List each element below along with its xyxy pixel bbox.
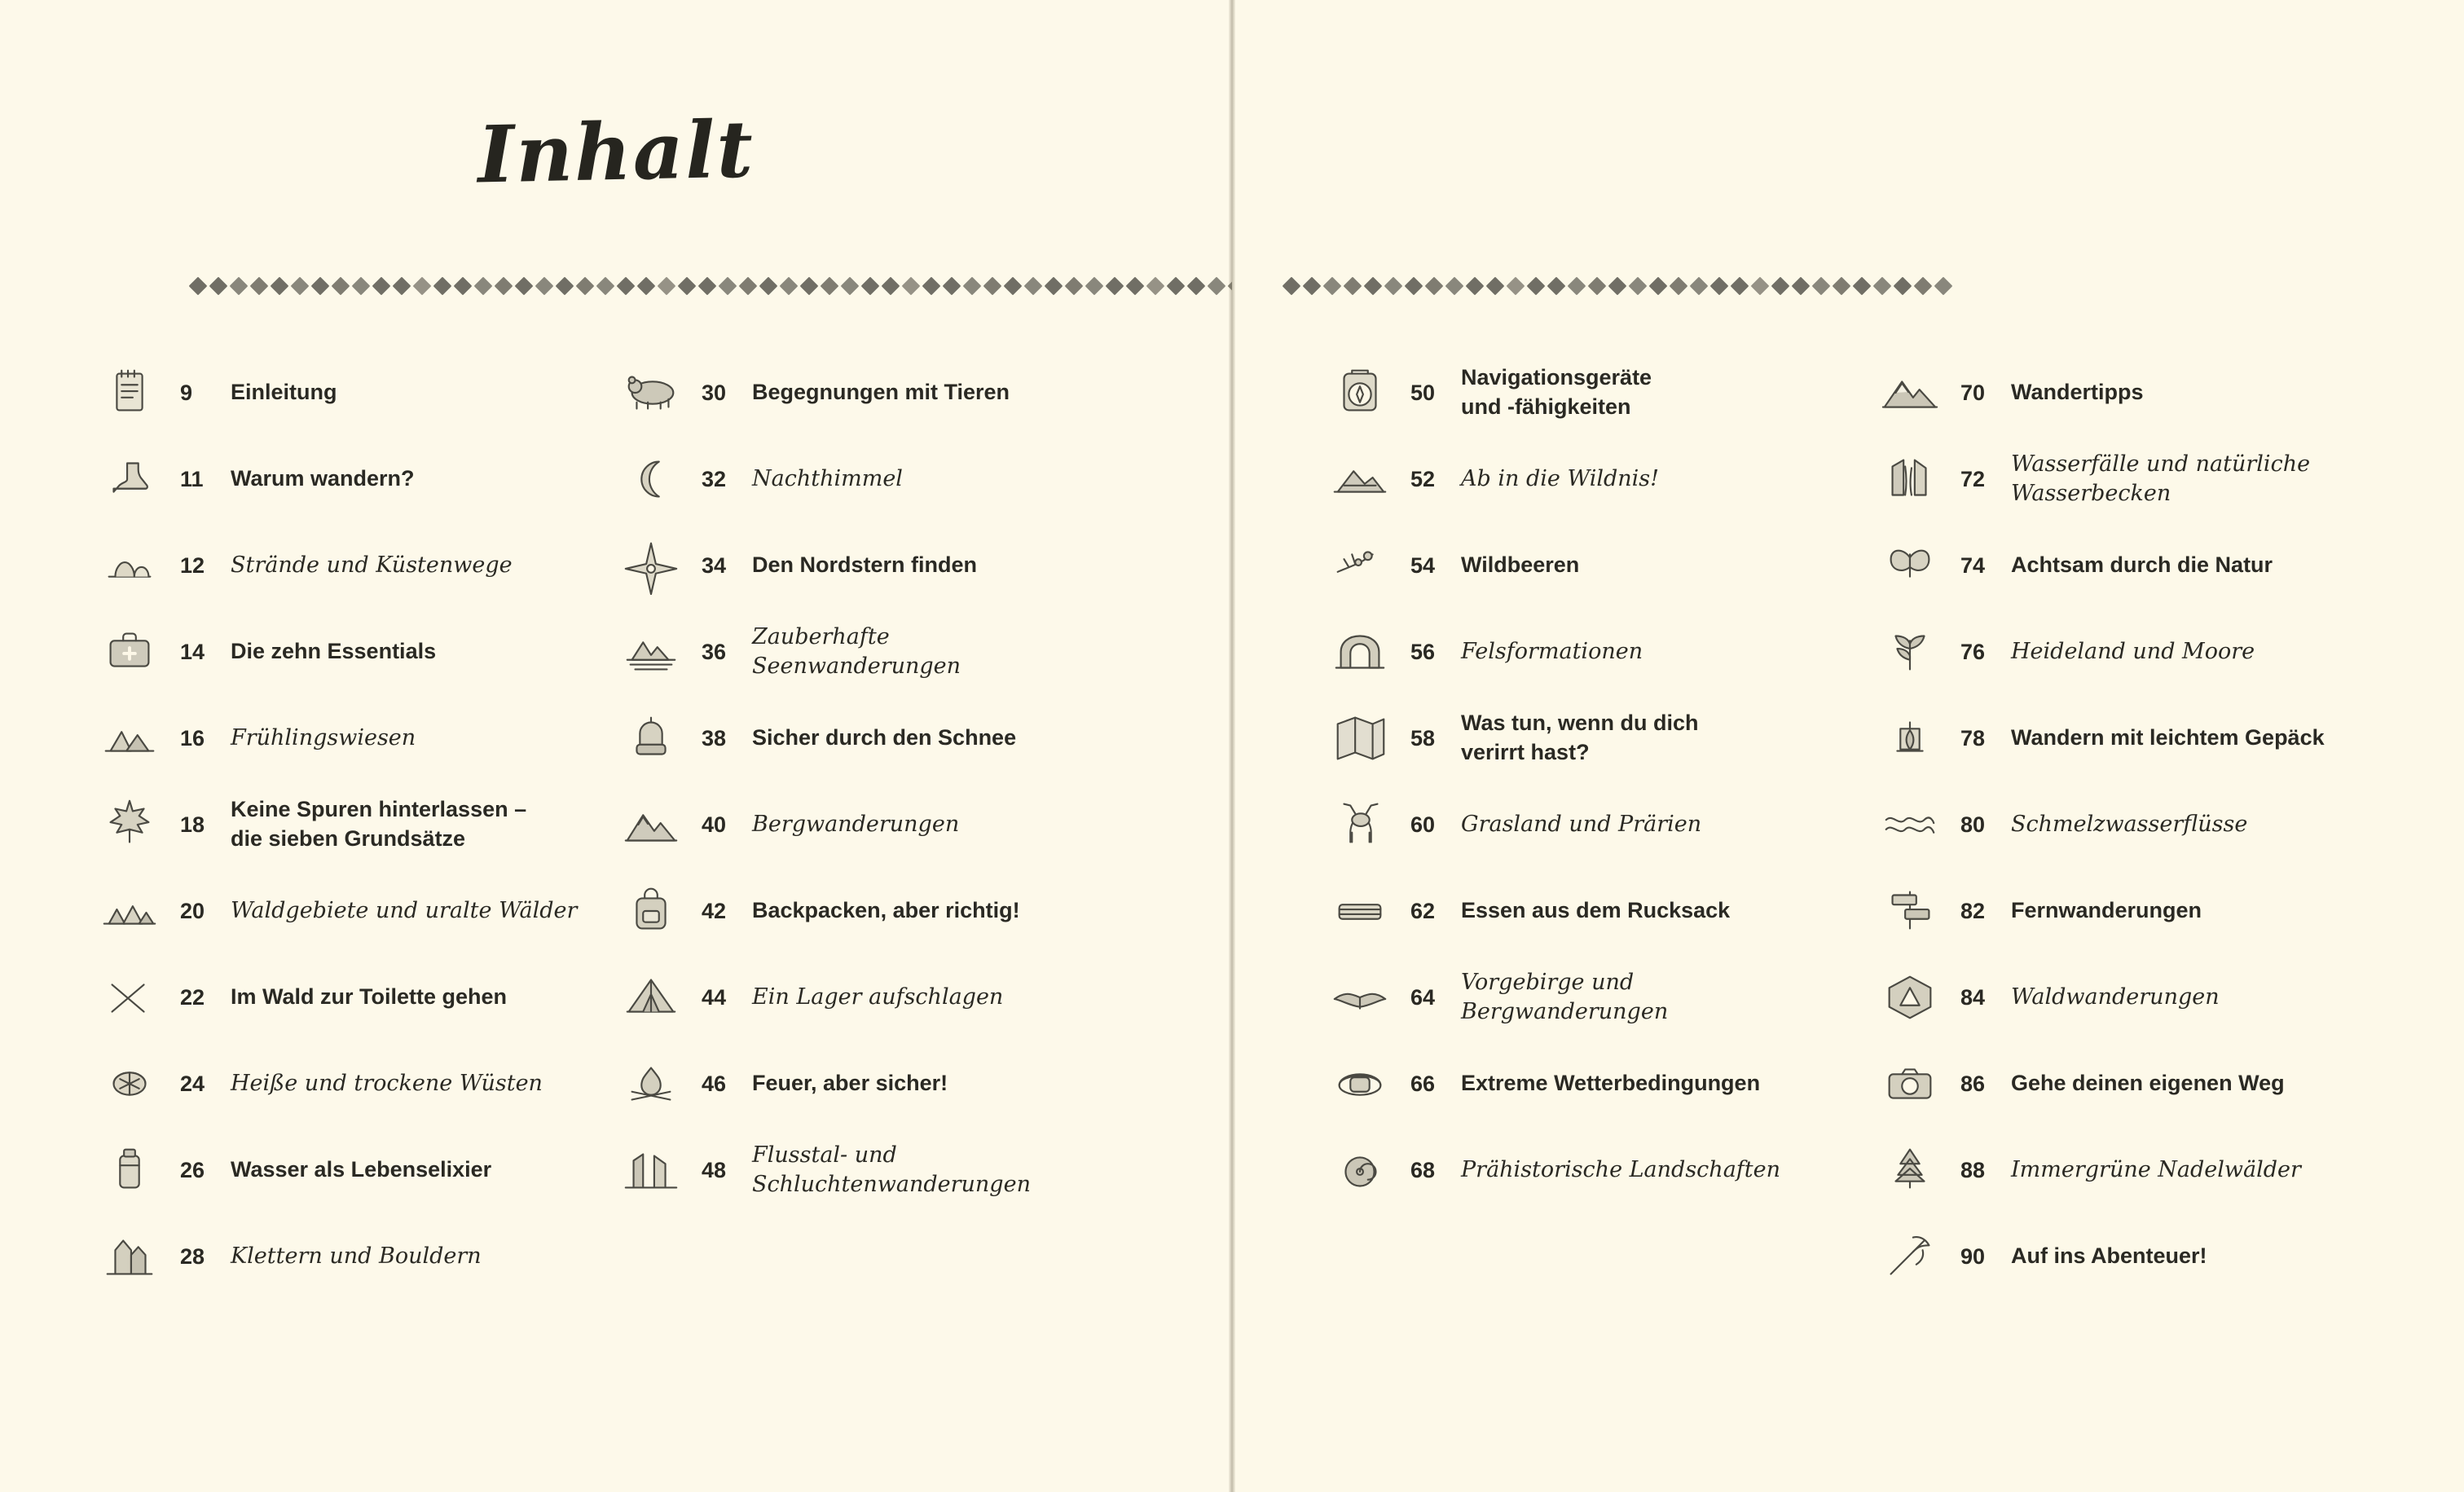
lake-mountain-icon [607,620,695,684]
eagle-icon [1316,966,1404,1029]
toc-page-number: 46 [702,1071,727,1096]
toc-entry[interactable] [607,445,1129,513]
divider-diamond [1649,277,1668,296]
trail-signpost-icon [1866,879,1954,943]
toc-entry[interactable] [1866,877,2420,945]
divider-diamond [1384,277,1403,296]
toc-entry[interactable] [1866,1136,2420,1204]
toc-page-number: 78 [1960,725,1986,750]
toc-entry-label: Einleitung [231,380,337,405]
divider-diamond [1106,277,1124,296]
divider-diamond [332,277,350,296]
divider-diamond [1466,277,1485,296]
divider-diamond [841,277,860,296]
divider-diamond [637,277,656,296]
toc-entry-label: Essen aus dem Rucksack [1461,898,1731,923]
crescent-moon-icon [607,447,695,511]
divider-diamond [393,277,411,296]
divider-diamond [678,277,697,296]
toc-page-number: 88 [1960,1157,1986,1182]
toc-entry[interactable] [607,877,1129,945]
toc-page-number: 50 [1410,380,1436,405]
page-right [1232,0,2464,1492]
divider-diamond [495,277,513,296]
berry-branch-icon [1316,534,1404,597]
divider-diamond [617,277,636,296]
deer-icon [1316,793,1404,856]
divider-diamond [963,277,982,296]
toc-entry-label: Heiße und trockene Wüsten [231,1071,543,1097]
toc-column-1 [86,359,607,1309]
toc-page-number: 72 [1960,466,1986,491]
canyon-icon [607,1138,695,1202]
toc-entry[interactable] [86,1222,607,1291]
toc-column-3 [1316,359,1837,1222]
toc-entry-label: Wandertipps [2011,380,2144,405]
toc-entry-label: Navigationsgeräte und -fähigkeiten [1461,365,1652,419]
pine-tree-icon [1866,1138,1954,1202]
toc-entry-label: Warum wandern? [231,466,415,491]
divider-diamond [1486,277,1505,296]
toc-page-number: 11 [180,466,204,491]
ice-axe-icon [1866,1225,1954,1288]
divider-diamond [739,277,758,296]
divider-diamond [1873,277,1892,296]
decorative-divider-right [1281,275,2438,297]
toc-entry-label: Begegnungen mit Tieren [752,380,1010,405]
toc-column-4 [1866,359,2420,1309]
toc-page-number: 14 [180,639,205,664]
toc-entry-label: Im Wald zur Toilette gehen [231,984,508,1010]
shrub-icon [1866,620,1954,684]
toc-entry[interactable] [607,359,1129,427]
toc-column-2 [607,359,1129,1222]
toc-entry-label: Den Nordstern finden [752,552,978,578]
toc-entry-label: Ab in die Wildnis! [1461,466,1660,492]
toc-entry-label: Gehe deinen eigenen Weg [2011,1071,2285,1096]
divider-diamond [271,277,289,296]
divider-diamond [1065,277,1084,296]
toc-entry[interactable] [1316,704,1837,772]
divider-diamond [230,277,249,296]
toc-page-number: 76 [1960,639,1986,664]
rock-climbing-icon [86,1225,174,1288]
toc-page-number: 64 [1410,984,1436,1010]
toc-entry[interactable] [86,790,607,859]
toc-page-number: 28 [180,1243,205,1269]
toc-entry-label: Sicher durch den Schnee [752,725,1017,750]
toc-page-number: 86 [1960,1071,1986,1096]
divider-diamond [596,277,615,296]
toc-entry-label: Bergwanderungen [752,812,960,838]
toc-page-number: 66 [1410,1071,1436,1096]
toc-page-number: 84 [1960,984,1986,1010]
toc-entry-label: Vorgebirge und Bergwanderungen [1461,970,1669,1024]
toc-page-number: 12 [180,552,205,578]
bear-icon [607,361,695,425]
toc-entry-label: Keine Spuren hinterlassen – die sieben Grundsätze [231,797,527,851]
toc-entry[interactable] [86,359,607,427]
divider-diamond [943,277,961,296]
toc-page-number: 54 [1410,552,1436,578]
food-bar-icon [1316,879,1404,943]
toc-entry-label: Prähistorische Landschaften [1461,1157,1781,1183]
toc-entry[interactable] [86,704,607,772]
toc-page-number: 9 [180,380,193,405]
divider-diamond [1126,277,1145,296]
divider-diamond [821,277,839,296]
butterfly-icon [1866,534,1954,597]
toc-page-number: 82 [1960,898,1986,923]
toc-entry[interactable] [1316,618,1837,686]
divider-diamond [1629,277,1648,296]
toc-entry-label: Fernwanderungen [2011,898,2202,923]
mountain-range-icon [607,793,695,856]
divider-diamond [1425,277,1444,296]
toc-page-number: 38 [702,725,727,750]
toc-entry[interactable] [86,531,607,600]
divider-diamond [983,277,1002,296]
rock-arch-icon [1316,620,1404,684]
divider-diamond [1894,277,1912,296]
water-bottle-icon [86,1138,174,1202]
divider-diamond [1792,277,1811,296]
toc-entry[interactable] [86,963,607,1032]
divider-diamond [1934,277,1953,296]
toc-page-number: 42 [702,898,727,923]
toc-entry-label: Extreme Wetterbedingungen [1461,1071,1761,1096]
divider-diamond [719,277,737,296]
campfire-icon [607,1052,695,1116]
toc-entry[interactable] [1866,1222,2420,1291]
camera-icon [1866,1052,1954,1116]
divider-diamond [698,277,717,296]
lantern-icon [1866,706,1954,770]
divider-diamond [352,277,371,296]
divider-diamond [189,277,208,296]
divider-diamond [1045,277,1063,296]
divider-diamond [1588,277,1607,296]
toc-entry[interactable] [607,531,1129,600]
divider-diamond [1670,277,1688,296]
divider-diamond [413,277,432,296]
toc-page-number: 80 [1960,812,1986,837]
toc-entry-label: Flusstal- und Schluchtenwanderungen [752,1142,1031,1197]
divider-diamond [861,277,880,296]
snow-mountains-icon [1866,361,1954,425]
divider-diamond [1208,277,1226,296]
toc-entry-label: Strände und Küstenwege [231,552,513,579]
toc-entry[interactable] [607,704,1129,772]
divider-diamond [759,277,778,296]
toc-entry[interactable] [607,1050,1129,1118]
toc-page-number: 60 [1410,812,1436,837]
divider-diamond [1004,277,1023,296]
toc-entry[interactable] [86,1136,607,1204]
divider-diamond [1283,277,1301,296]
toc-entry[interactable] [1866,963,2420,1032]
divider-diamond [576,277,595,296]
toc-entry[interactable] [1866,359,2420,427]
toc-entry[interactable] [1316,359,1837,427]
toc-page-number: 34 [702,552,727,578]
divider-diamond [1507,277,1525,296]
boot-icon [86,447,174,511]
first-aid-kit-icon [86,620,174,684]
toc-entry-label: Frühlingswiesen [231,725,416,751]
forest-icon [86,879,174,943]
ammonite-fossil-icon [1316,1138,1404,1202]
toc-entry[interactable] [1866,1050,2420,1118]
toc-entry[interactable] [86,877,607,945]
toc-entry[interactable] [1316,531,1837,600]
divider-diamond [1527,277,1546,296]
toc-page-number: 44 [702,984,727,1010]
toc-page-number: 90 [1960,1243,1986,1269]
toc-page-number: 62 [1410,898,1436,923]
toc-page-number: 24 [180,1071,205,1096]
toc-entry[interactable] [1316,1136,1837,1204]
toc-entry-label: Wildbeeren [1461,552,1580,578]
toc-entry-label: Wandern mit leichtem Gepäck [2011,725,2325,750]
toc-entry-label: Was tun, wenn du dich verirrt hast? [1461,711,1699,764]
divider-diamond [556,277,574,296]
wilderness-ridge-icon [1316,447,1404,511]
divider-diamond [922,277,941,296]
toc-entry[interactable] [1316,790,1837,859]
divider-diamond [1812,277,1831,296]
divider-diamond [902,277,921,296]
toc-entry-label: Auf ins Abenteuer! [2011,1243,2207,1269]
toc-entry[interactable] [1866,531,2420,600]
toc-entry-label: Wasser als Lebenselixier [231,1157,492,1182]
toc-page-number: 26 [180,1157,205,1182]
divider-diamond [535,277,554,296]
divider-diamond [1547,277,1566,296]
toc-entry[interactable] [86,1050,607,1118]
divider-diamond [882,277,900,296]
divider-diamond [658,277,676,296]
divider-diamond [1445,277,1464,296]
divider-diamond [1853,277,1872,296]
divider-diamond [1771,277,1790,296]
divider-diamond [1405,277,1423,296]
toc-entry[interactable] [1866,704,2420,772]
toc-page-number: 40 [702,812,727,837]
compass-star-icon [607,534,695,597]
toc-entry[interactable] [1316,445,1837,513]
toc-entry[interactable] [86,618,607,686]
toc-entry[interactable] [1316,877,1837,945]
headlamp-icon [1316,1052,1404,1116]
toc-entry-label: Achtsam durch die Natur [2011,552,2273,578]
divider-diamond [1608,277,1627,296]
beanie-hat-icon [607,706,695,770]
toc-page-number: 16 [180,725,205,750]
divider-diamond [1146,277,1165,296]
water-waves-icon [1866,793,1954,856]
divider-diamond [1085,277,1104,296]
toc-entry-label: Waldgebiete und uralte Wälder [231,898,578,924]
toc-entry-label: Felsformationen [1461,639,1643,665]
toc-entry-label: Die zehn Essentials [231,639,437,664]
divider-diamond [1303,277,1322,296]
divider-diamond [1751,277,1770,296]
toc-page-number: 52 [1410,466,1436,491]
toc-entry-label: Klettern und Bouldern [231,1243,482,1270]
divider-diamond [780,277,799,296]
toc-entry[interactable] [1316,963,1837,1032]
toc-entry-label: Heideland und Moore [2011,639,2255,665]
toc-page-number: 30 [702,380,727,405]
toc-entry-label: Schmelzwasserflüsse [2011,812,2248,838]
toc-entry[interactable] [607,963,1129,1032]
toc-entry[interactable] [1866,618,2420,686]
toc-entry[interactable] [1866,445,2420,513]
compass-device-icon [1316,361,1404,425]
divider-diamond [291,277,310,296]
toc-page-number: 70 [1960,380,1986,405]
toc-page-number: 48 [702,1157,727,1182]
toc-page-number: 18 [180,812,205,837]
divider-diamond [250,277,269,296]
toc-entry[interactable] [1316,1050,1837,1118]
toc-entry-label: Zauberhafte Seenwanderungen [752,624,961,679]
toc-entry-label: Ein Lager aufschlagen [752,984,1004,1010]
divider-diamond [1914,277,1933,296]
toc-entry[interactable] [607,790,1129,859]
waterfall-icon [1866,447,1954,511]
divider-diamond [1024,277,1043,296]
divider-diamond [1187,277,1206,296]
tent-icon [607,966,695,1029]
toc-entry-label: Nachthimmel [752,466,903,492]
divider-diamond [1323,277,1342,296]
meadow-hills-icon [86,706,174,770]
page-title: Inhalt [477,103,755,201]
toc-entry-label: Immergrüne Nadelwälder [2011,1157,2301,1183]
divider-diamond [800,277,819,296]
toc-page-number: 32 [702,466,727,491]
cactus-desert-icon [86,1052,174,1116]
divider-diamond [372,277,391,296]
notebook-icon [86,361,174,425]
toc-page-number: 56 [1410,639,1436,664]
toc-entry-label: Backpacken, aber richtig! [752,898,1020,923]
divider-diamond [209,277,228,296]
divider-diamond [454,277,473,296]
toc-page-number: 58 [1410,725,1436,750]
toc-entry[interactable] [607,1136,1129,1204]
divider-diamond [515,277,534,296]
toc-page-number: 20 [180,898,205,923]
divider-diamond [311,277,330,296]
divider-diamond [474,277,493,296]
divider-diamond [1690,277,1709,296]
toc-entry[interactable] [1866,790,2420,859]
coast-rocks-icon [86,534,174,597]
toc-page-number: 22 [180,984,205,1010]
trail-badge-icon [1866,966,1954,1029]
divider-diamond [1167,277,1186,296]
toc-entry-label: Feuer, aber sicher! [752,1071,948,1096]
toc-entry[interactable] [607,618,1129,686]
divider-diamond [1568,277,1586,296]
divider-diamond [1710,277,1729,296]
divider-diamond [433,277,452,296]
toc-page-number: 36 [702,639,727,664]
divider-diamond [1364,277,1383,296]
toc-page-number: 74 [1960,552,1986,578]
maple-leaf-icon [86,793,174,856]
toc-entry-label: Grasland und Prärien [1461,812,1702,838]
trowel-icon [86,966,174,1029]
toc-entry[interactable] [86,445,607,513]
toc-entry-label: Wasserfälle und natürliche Wasserbecken [2011,451,2311,506]
divider-diamond [1344,277,1362,296]
divider-diamond [1731,277,1749,296]
toc-page-number: 68 [1410,1157,1436,1182]
map-icon [1316,706,1404,770]
backpack-icon [607,879,695,943]
divider-diamond [1833,277,1851,296]
toc-entry-label: Waldwanderungen [2011,984,2220,1010]
page-gutter [1229,0,1235,1492]
